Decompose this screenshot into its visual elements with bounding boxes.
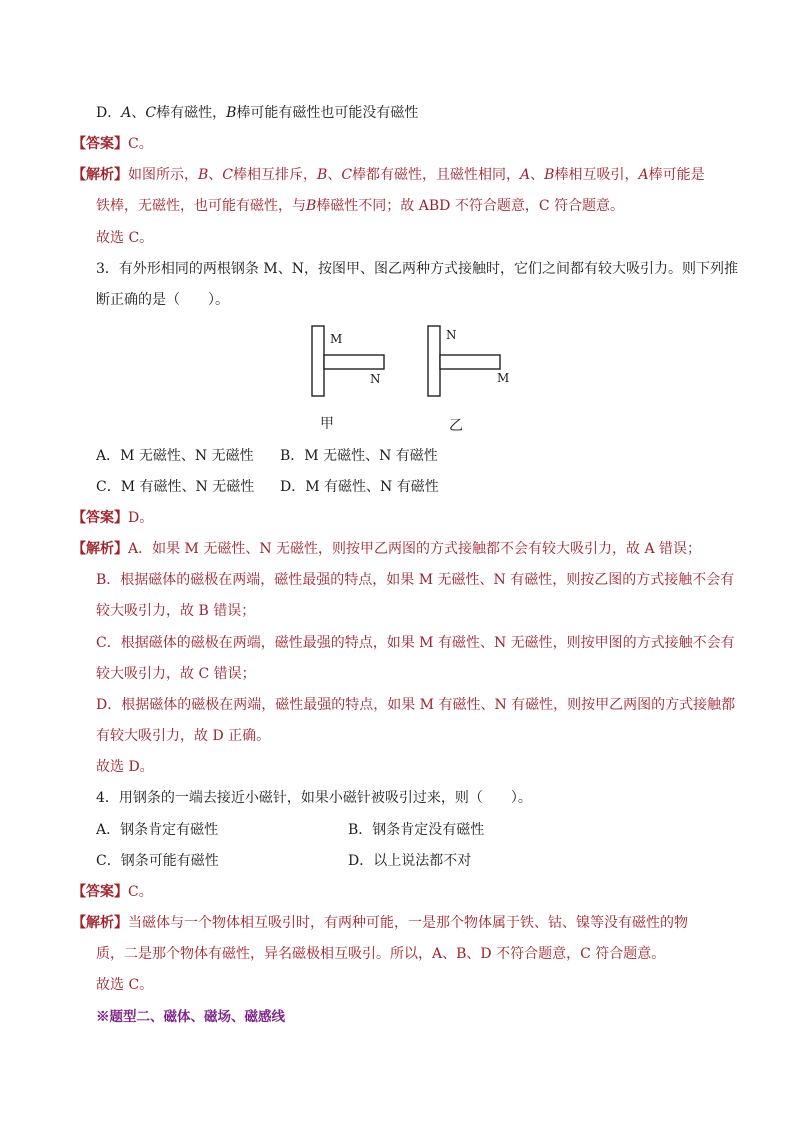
q3-option-b: B．M 无磁性、N 有磁性: [280, 448, 438, 464]
q3-option-c: C．M 有磁性、N 无磁性: [96, 479, 255, 495]
q4-option-a: A．钢条肯定有磁性: [96, 822, 219, 838]
q4-analysis-line-2: 质，二是那个物体有磁性，异名磁极相互吸引。所以，A、B、D 不符合题意，C 符合题意。: [96, 946, 666, 962]
yi-vertical-bar: [428, 326, 440, 396]
q3-stem-line-1: 3．有外形相同的两根钢条 M、N，按图甲、图乙两种方式接触时，它们之间都有较大吸引力。则下列推: [96, 261, 738, 277]
yi-label-end: M: [497, 371, 510, 385]
q3-analysis-b-line-1: B．根据磁体的磁极在两端，磁性最强的特点，如果 M 无磁性、N 有磁性，则按乙图的方式接触不会有: [96, 572, 735, 588]
q3-option-d: D．M 有磁性、N 有磁性: [280, 479, 439, 495]
caption-jia: 甲: [320, 416, 334, 432]
yi-label-top: N: [446, 328, 457, 342]
q4-option-d: D．以上说法都不对: [348, 853, 472, 869]
yi-horizontal-bar: [440, 355, 500, 369]
q3-analysis-c-line-2: 较大吸引力，故 C 错误；: [96, 666, 256, 682]
q4-analysis-line-1: 【解析】当磁体与一个物体相互吸引时，有两种可能，一是那个物体属于铁、钴、镍等没有磁性的物: [72, 915, 688, 931]
q3-option-a: A．M 无磁性、N 无磁性: [96, 448, 254, 464]
q4-option-b: B．钢条肯定没有磁性: [348, 822, 485, 838]
caption-yi: 乙: [449, 418, 463, 434]
q2-option-d: D．A、C棒有磁性，B棒可能有磁性也可能没有磁性: [96, 105, 419, 121]
q3-magnet-figure: [300, 320, 540, 440]
q4-option-c: C．钢条可能有磁性: [96, 853, 219, 869]
jia-horizontal-bar: [324, 355, 384, 369]
section-heading: ※题型二、磁体、磁场、磁感线: [96, 1009, 285, 1025]
q3-stem-line-2: 断正确的是（ ）。: [96, 292, 229, 308]
q3-analysis-d-line-1: D．根据磁体的磁极在两端，磁性最强的特点，如果 M 有磁性、N 有磁性，则按甲乙两图的方式接触都: [96, 697, 736, 713]
q2-conclusion: 故选 C。: [96, 230, 154, 246]
q4-conclusion: 故选 C。: [96, 977, 154, 993]
q3-answer: 【答案】D。: [72, 510, 154, 526]
q4-answer: 【答案】C。: [72, 884, 153, 900]
q4-stem: 4．用钢条的一端去接近小磁针，如果小磁针被吸引过来，则（ ）。: [96, 790, 532, 806]
q3-analysis-c-line-1: C．根据磁体的磁极在两端，磁性最强的特点，如果 M 有磁性、N 无磁性，则按甲图的方式接触不会有: [96, 635, 735, 651]
q3-conclusion: 故选 D。: [96, 759, 154, 775]
jia-label-top: M: [330, 332, 343, 346]
q2-answer: 【答案】C。: [72, 136, 153, 152]
jia-vertical-bar: [312, 326, 324, 396]
q3-analysis-d-line-2: 有较大吸引力，故 D 正确。: [96, 728, 271, 744]
q3-analysis-a: 【解析】A．如果 M 无磁性、N 无磁性，则按甲乙两图的方式接触都不会有较大吸引力，故 A 错误；: [72, 541, 702, 557]
q3-analysis-b-line-2: 较大吸引力，故 B 错误；: [96, 603, 256, 619]
q2-analysis-line-1: 【解析】如图所示，B、C棒相互排斥，B、C棒都有磁性，且磁性相同，A、B棒相互吸引，A棒可能是: [72, 167, 705, 183]
jia-label-end: N: [370, 372, 381, 386]
q2-analysis-line-2: 铁棒，无磁性，也可能有磁性，与B棒磁性不同；故 ABD 不符合题意，C 符合题意。: [96, 198, 624, 214]
